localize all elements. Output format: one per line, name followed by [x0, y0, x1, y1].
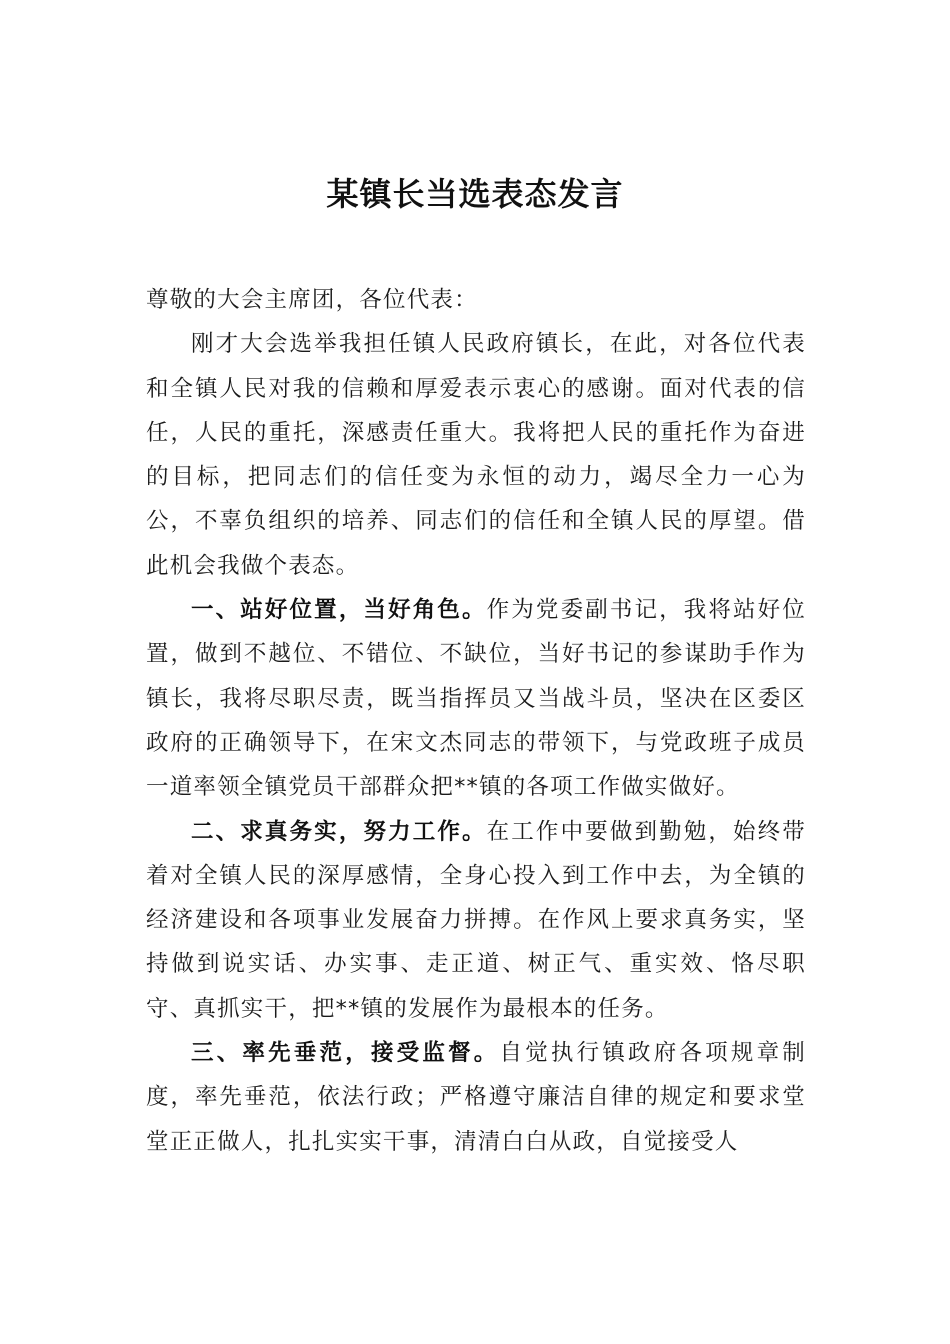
salutation: 尊敬的大会主席团，各位代表： [146, 287, 478, 313]
section-text-1: 作为党委副书记，我将站好位置，做到不越位、不错位、不缺位，当好书记的参谋助手作为镇长，我将尽职尽责，既当指挥员又当战斗员，坚决在区委区政府的正确领导下，在宋文杰同志的带领下，与党政班子成员一道率领全镇党员干部群众把**镇的各项工作做实做好。 [146, 597, 806, 801]
section-heading-1: 一、站好位置，当好角色。 [191, 597, 487, 624]
section-heading-2: 二、求真务实，努力工作。 [191, 818, 487, 845]
intro-paragraph: 刚才大会选举我担任镇人民政府镇长，在此，对各位代表和全镇人民对我的信赖和厚爱表示衷心的感谢。面对代表的信任，人民的重托，深感责任重大。我将把人民的重托作为奋进的目标，把同志们的信任变为永恒的动力，竭尽全力一心为公，不辜负组织的培养、同志们的信任和全镇人民的厚望。借此机会我做个表态。 [146, 331, 806, 579]
section-paragraph-1 [146, 588, 806, 809]
section-paragraph-2 [146, 810, 806, 1031]
document-body [146, 278, 806, 1164]
document-title: 某镇长当选表态发言 [326, 175, 624, 213]
section-text-2: 在工作中要做到勤勉，始终带着对全镇人民的深厚感情，全身心投入到工作中去，为全镇的经济建设和各项事业发展奋力拼搏。在作风上要求真务实，坚持做到说实话、办实事、走正道、树正气、重实效、恪尽职守、真抓实干，把**镇的发展作为最根本的任务。 [146, 818, 806, 1022]
section-heading-3: 三、率先垂范，接受监督。 [191, 1040, 500, 1067]
section-text-3: 自觉执行镇政府各项规章制度，率先垂范，依法行政；严格遵守廉洁自律的规定和要求堂堂正正做人，扎扎实实干事，清清白白从政，自觉接受人 [146, 1040, 806, 1155]
section-paragraph-3 [146, 1031, 806, 1164]
